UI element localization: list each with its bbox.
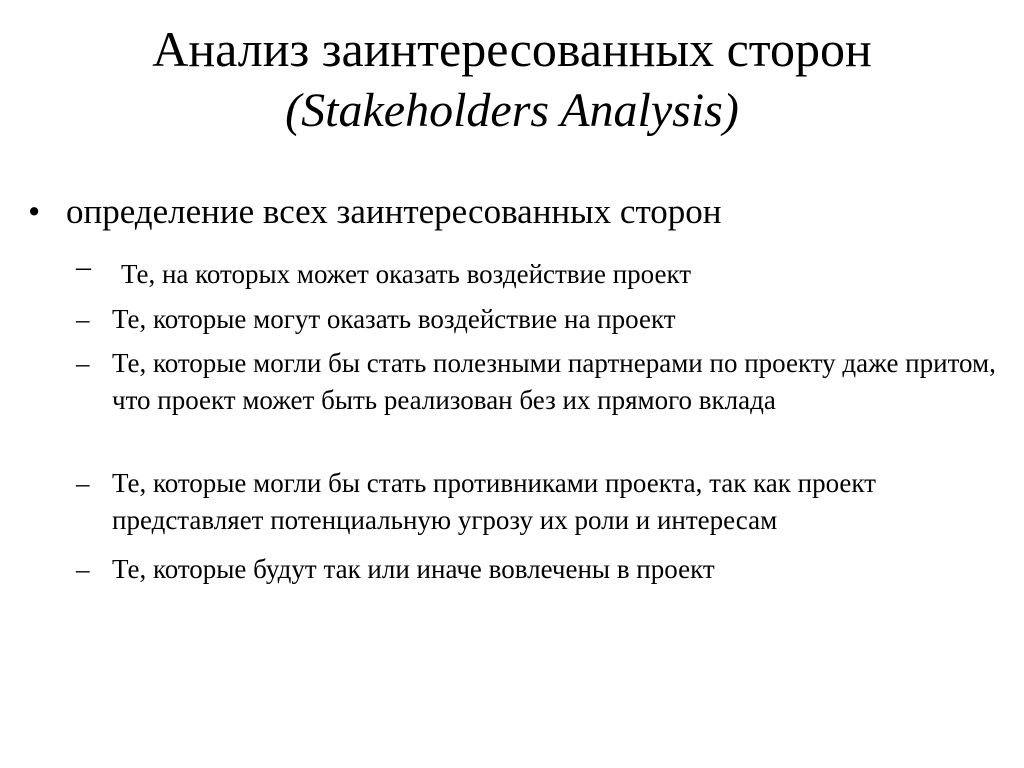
title-english: (Stakeholders Analysis) [285, 84, 739, 137]
slide-title [0, 18, 1024, 142]
sub-bullet-5 [76, 551, 1012, 588]
bullet-marker: • [28, 192, 41, 231]
main-bullet-text: определение всех заинтересованных сторон [66, 192, 722, 231]
title-russian: Анализ заинтересованных сторон [152, 21, 872, 77]
dash-marker: – [76, 250, 91, 283]
dash-marker: – [76, 348, 90, 378]
sub-bullet-text: Те, которые могут оказать воздействие на проект [112, 304, 676, 334]
main-bullet [28, 188, 722, 236]
sub-bullet-text: Те, на которых может оказать воздействие проект [121, 259, 692, 289]
dash-marker: – [76, 554, 90, 584]
dash-marker: – [76, 304, 90, 334]
sub-bullet-4 [76, 465, 1012, 539]
sub-bullet-3 [76, 345, 1012, 419]
sub-bullet-2 [76, 301, 1012, 338]
sub-bullet-text: Те, которые могли бы стать полезными партнерами по проекту даже притом, что проект может быть реализован без их прямого вклада [112, 348, 996, 415]
sub-bullet-1 [76, 250, 1021, 293]
dash-marker: – [76, 468, 90, 498]
sub-bullet-text: Те, которые могли бы стать противниками проекта, так как проект представляет потенциальную угрозу их роли и интересам [112, 468, 876, 535]
sub-bullet-text: Те, которые будут так или иначе вовлечены в проект [112, 554, 715, 584]
